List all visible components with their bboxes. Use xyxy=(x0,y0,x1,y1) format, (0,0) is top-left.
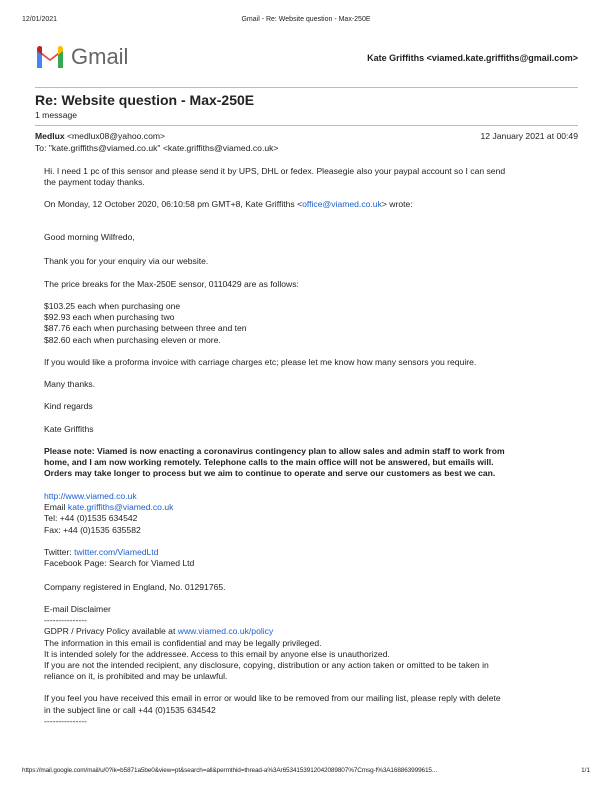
reply-line: the payment today thanks. xyxy=(44,177,145,188)
price-item: $87.76 each when purchasing between three and ten xyxy=(44,323,247,334)
contact-block xyxy=(44,491,584,536)
quote-header-text: On Monday, 12 October 2020, 06:10:58 pm GMT+8, Kate Griffiths < xyxy=(44,199,303,209)
covid-notice xyxy=(44,446,584,480)
print-title: Gmail - Re: Website question - Max-250E xyxy=(241,16,371,23)
social-block xyxy=(44,547,584,569)
twitter-label: Twitter: xyxy=(44,547,75,557)
twitter-link[interactable]: twitter.com/ViamedLtd xyxy=(74,547,159,557)
price-item: $92.93 each when purchasing two xyxy=(44,312,175,323)
message-count: 1 message xyxy=(35,110,78,120)
email-link[interactable]: kate.griffiths@viamed.co.uk xyxy=(67,502,174,513)
quote-header-text: > wrote: xyxy=(381,199,413,209)
website-link[interactable]: http://www.viamed.co.uk xyxy=(44,491,137,501)
quote-header xyxy=(44,199,584,210)
print-date: 12/01/2021 xyxy=(22,16,58,23)
divider xyxy=(35,125,578,126)
disclaimer-line: If you feel you have received this email in error or would like to be removed from our mailing list, please reply with delete xyxy=(44,693,501,704)
facebook-line: Facebook Page: Search for Viamed Ltd xyxy=(44,558,195,569)
page-number: 1/1 xyxy=(581,767,590,774)
price-item: $103.25 each when purchasing one xyxy=(44,301,181,311)
fax: Fax: +44 (0)1535 635582 xyxy=(44,524,141,535)
kind-regards: Kind regards xyxy=(44,401,93,411)
company-registration: Company registered in England, No. 01291765. xyxy=(44,582,226,592)
many-thanks: Many thanks. xyxy=(44,379,96,389)
sender-name: Medlux xyxy=(35,131,65,141)
divider xyxy=(35,87,578,88)
sender xyxy=(35,131,165,141)
signature-name: Kate Griffiths xyxy=(44,424,94,434)
office-email-link[interactable]: office@viamed.co.uk xyxy=(302,199,382,209)
price-list xyxy=(44,301,584,346)
disclaimer-line: reliance on it, is prohibited and may be unlawful. xyxy=(44,671,228,682)
reply-line: Hi. I need 1 pc of this sensor and please send it by UPS, DHL or fedex. Pleasegie also your paypal account so I can send xyxy=(44,166,506,176)
thanks-line: Thank you for your enquiry via our website. xyxy=(44,256,209,266)
price-item: $82.60 each when purchasing eleven or more. xyxy=(44,334,221,345)
separator: --------------- xyxy=(44,615,87,626)
gmail-logo[interactable] xyxy=(35,44,129,70)
disclaimer xyxy=(44,604,584,727)
disclaimer-line: in the subject line or call +44 (0)1535 634542 xyxy=(44,704,216,715)
recipient: To: "kate.griffiths@viamed.co.uk" <kate.griffiths@viamed.co.uk> xyxy=(35,143,279,153)
gdpr-text: GDPR / Privacy Policy available at xyxy=(44,626,178,637)
notice-line: Orders may take longer to process but we aim to continue to operate and serve our customers as best we can. xyxy=(44,468,496,479)
account-identity: Kate Griffiths <viamed.kate.griffiths@gmail.com> xyxy=(367,53,578,63)
reply-text xyxy=(44,166,584,188)
proforma-line: If you would like a proforma invoice with carriage charges etc; please let me know how many sensors you require. xyxy=(44,357,477,367)
thread-subject: Re: Website question - Max-250E xyxy=(35,92,255,108)
greeting: Good morning Wilfredo, xyxy=(44,232,135,242)
email-label: Email xyxy=(44,502,68,513)
separator: --------------- xyxy=(44,715,87,726)
sender-email: <medlux08@yahoo.com> xyxy=(67,131,166,141)
print-url: https://mail.google.com/mail/u/0?ik=b5871a5be0&view=pt&search=all&permthid=thread-a%3Ar6534153912042089807%7Cmsg-f%3A168863999615... xyxy=(22,767,437,774)
notice-line: Please note: Viamed is now enacting a coronavirus contingency plan to allow sales and admin staff to work from xyxy=(44,446,505,456)
disclaimer-title: E-mail Disclaimer xyxy=(44,604,111,614)
message-date: 12 January 2021 at 00:49 xyxy=(480,131,578,141)
gmail-wordmark: Gmail xyxy=(71,44,129,69)
disclaimer-line: The information in this email is confidential and may be legally privileged. xyxy=(44,637,322,648)
policy-link[interactable]: www.viamed.co.uk/policy xyxy=(177,626,274,637)
price-intro: The price breaks for the Max-250E sensor, 0110429 are as follows: xyxy=(44,279,299,289)
disclaimer-line: It is intended solely for the addressee. Access to this email by anyone else is unauthorized. xyxy=(44,648,390,659)
gmail-m-icon xyxy=(35,44,65,68)
disclaimer-line: If you are not the intended recipient, any disclosure, copying, distribution or any action taken or omitted to be taken in xyxy=(44,660,489,671)
telephone: Tel: +44 (0)1535 634542 xyxy=(44,513,138,524)
notice-line: home, and I am now working remotely. Telephone calls to the main office will not be answered, but emails will. xyxy=(44,457,494,468)
